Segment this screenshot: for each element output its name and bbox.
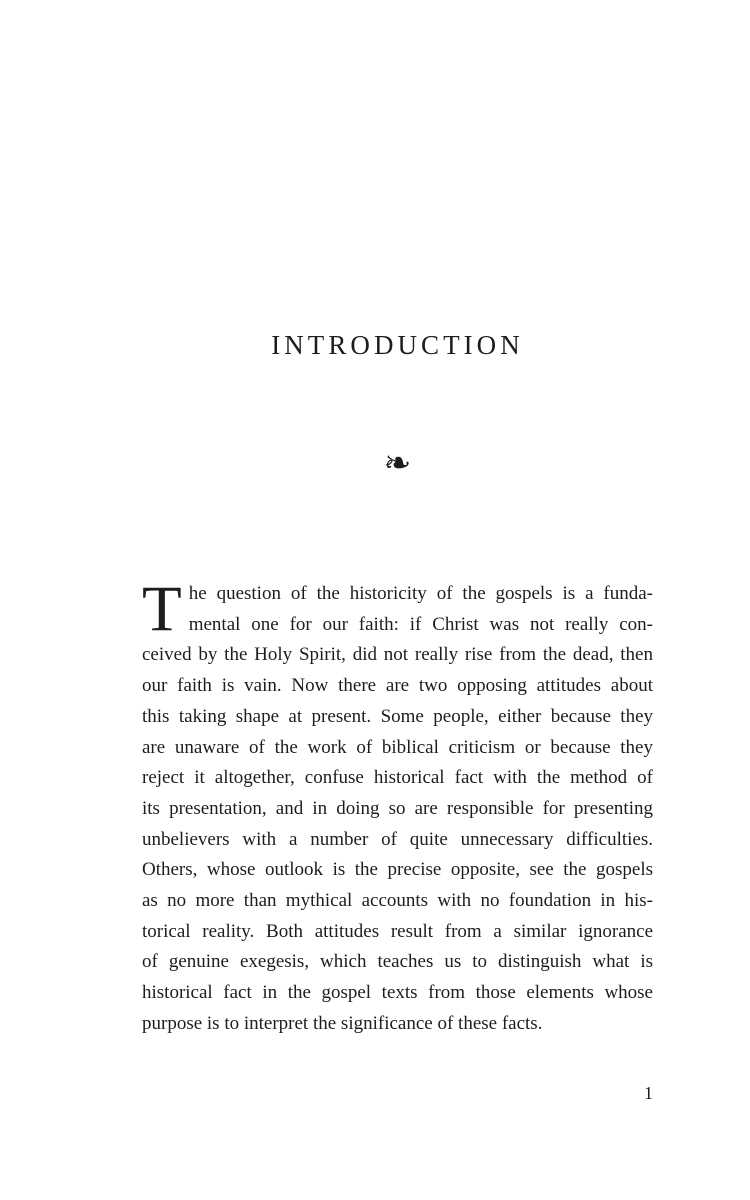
text-line: ceived by the Holy Spirit, did not really rise from the dead, then	[142, 644, 653, 666]
text-line: mental one for our faith: if Christ was not really con-	[188, 613, 653, 635]
text-line: are unaware of the work of biblical criticism or because they	[142, 736, 653, 758]
text-line: our faith is vain. Now there are two opposing attitudes about	[142, 675, 653, 697]
fleuron-ornament-icon: ❧	[383, 443, 412, 482]
page-number: 1	[644, 1082, 653, 1103]
text-line: this taking shape at present. Some people, either because they	[142, 705, 653, 727]
body-paragraph	[142, 573, 653, 1040]
chapter-title: INTRODUCTION	[271, 330, 524, 360]
text-line: its presentation, and in doing so are responsible for presenting	[142, 797, 653, 819]
text-line: Others, whose outlook is the precise opposite, see the gospels	[142, 859, 653, 881]
text-column	[142, 0, 653, 1104]
text-line: reject it altogether, confuse historical fact with the method of	[142, 767, 653, 789]
text-line: he question of the historicity of the gospels is a funda-	[188, 583, 653, 604]
text-line: torical reality. Both attitudes result from a similar ignorance	[142, 920, 653, 942]
text-line: as no more than mythical accounts with no foundation in his-	[142, 890, 653, 912]
text-line: historical fact in the gospel texts from those elements whose	[142, 982, 653, 1004]
text-line: purpose is to interpret the significance of these facts.	[142, 1012, 543, 1034]
drop-cap: T	[142, 573, 182, 645]
text-line: unbelievers with a number of quite unnecessary difficulties.	[142, 828, 653, 850]
text-line: of genuine exegesis, which teaches us to distinguish what is	[142, 951, 653, 973]
